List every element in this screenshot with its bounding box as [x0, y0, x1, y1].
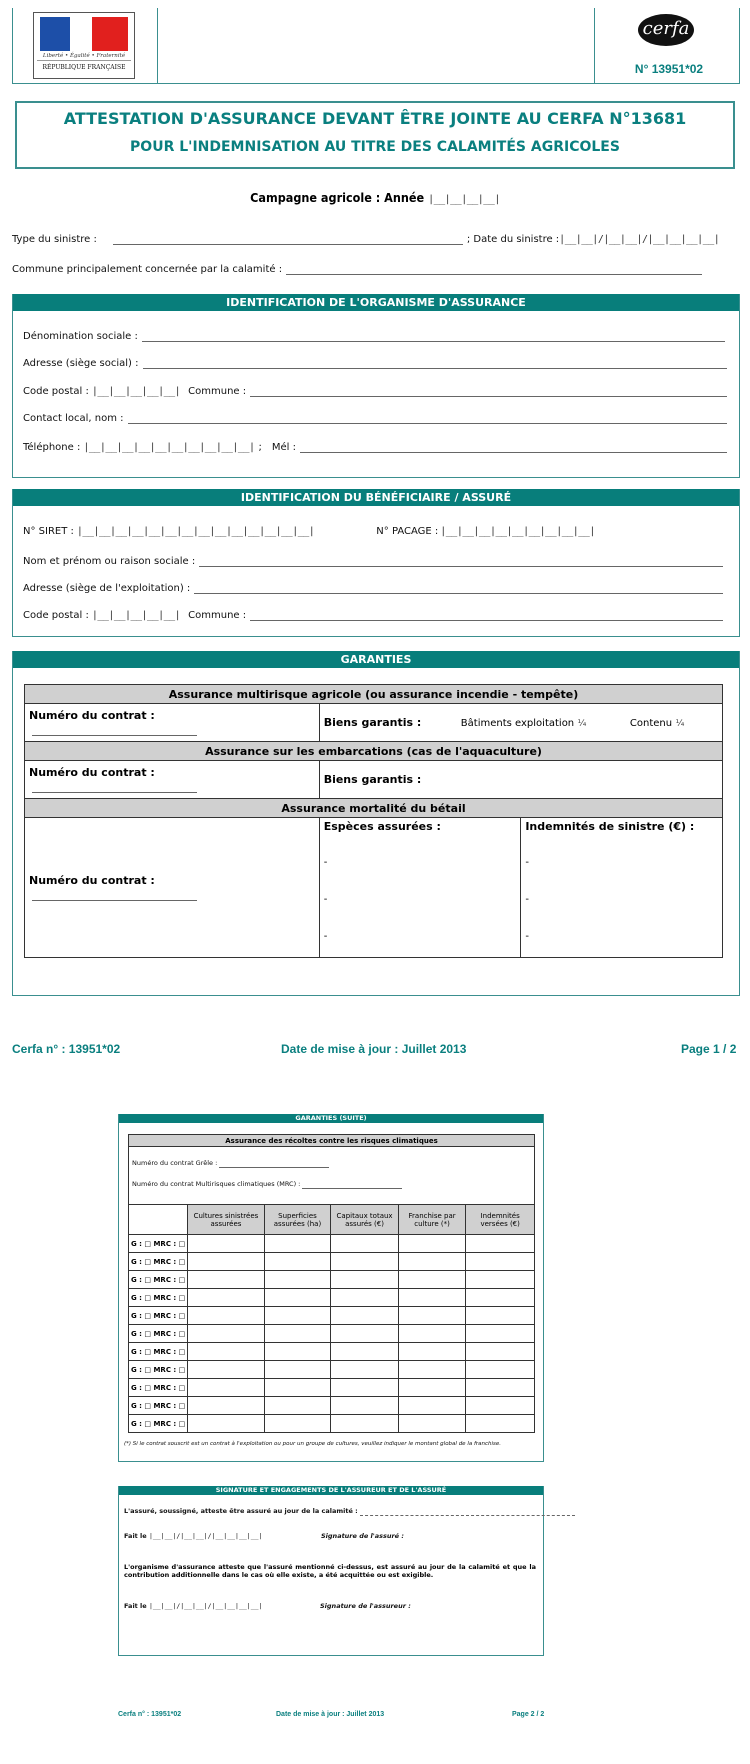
indemnites-entry-1[interactable]: - [525, 857, 529, 868]
recoltes-cell-input[interactable] [188, 1235, 264, 1253]
recoltes-cell-input[interactable] [188, 1397, 264, 1415]
mortalite-contrat-input[interactable] [32, 887, 197, 901]
footer-cerfa: Cerfa n° : 13951*02 [118, 1711, 182, 1718]
recoltes-cell-input[interactable] [466, 1271, 535, 1289]
code-postal-row [23, 610, 723, 621]
recoltes-cell-input[interactable] [188, 1361, 264, 1379]
siret-input[interactable]: |__|__|__|__|__|__|__|__|__|__|__|__|__|__| [76, 526, 315, 537]
multirisque-heading: Assurance multirisque agricole (ou assurance incendie - tempête) [25, 685, 723, 704]
telephone-row [23, 442, 727, 453]
multirisque-biens-cell [319, 704, 722, 742]
commune-input[interactable] [250, 611, 723, 621]
recoltes-cell-input[interactable] [466, 1289, 535, 1307]
type-sinistre-label: Type du sinistre : [12, 234, 97, 245]
recoltes-row [129, 1415, 535, 1433]
contact-input[interactable] [128, 414, 728, 424]
header-divider [157, 8, 158, 84]
code-postal-row [23, 386, 727, 397]
siret-row [23, 526, 723, 537]
row-checkbox-label[interactable]: G : □ MRC : □ [129, 1325, 188, 1343]
section-heading: GARANTIES [13, 651, 739, 668]
section-heading: IDENTIFICATION DE L'ORGANISME D'ASSURANCE [13, 294, 739, 311]
code-postal-input[interactable]: |__|__|__|__|__| [91, 610, 181, 621]
mel-label: Mél : [271, 442, 296, 453]
multirisque-contrat-input[interactable] [32, 722, 197, 736]
garanties-table [24, 684, 723, 958]
row-checkbox-label[interactable]: G : □ MRC : □ [129, 1343, 188, 1361]
especes-entry-3[interactable]: - [323, 931, 328, 942]
section-heading: SIGNATURE ET ENGAGEMENTS DE L'ASSUREUR ET DE L'ASSURÉ [119, 1486, 543, 1495]
form-title-box [15, 101, 735, 169]
adresse-label: Adresse (siège social) : [23, 358, 139, 369]
recoltes-heading: Assurance des récoltes contre les risques climatiques [129, 1135, 534, 1147]
recoltes-cell-input[interactable] [466, 1343, 535, 1361]
code-postal-label: Code postal : [23, 386, 89, 397]
marianne-profile-icon [70, 17, 92, 51]
recoltes-cell-input[interactable] [188, 1379, 264, 1397]
recoltes-cell-input[interactable] [398, 1361, 466, 1379]
recoltes-cell-input[interactable] [466, 1307, 535, 1325]
fait-le-assureur-row [124, 1602, 262, 1610]
recoltes-cell-input[interactable] [466, 1379, 535, 1397]
contact-label: Contact local, nom : [23, 413, 124, 424]
recoltes-cell-input[interactable] [188, 1271, 264, 1289]
recoltes-cell-input[interactable] [331, 1361, 399, 1379]
recoltes-cell-input[interactable] [264, 1271, 331, 1289]
assure-attest-row [124, 1507, 575, 1516]
adresse-exploitation-input[interactable] [194, 584, 723, 594]
logo-motto: Liberté • Égalité • Fraternité [37, 53, 131, 61]
commune-calamite-label: Commune principalement concernée par la calamité : [12, 264, 283, 275]
adresse-exploitation-label: Adresse (siège de l'exploitation) : [23, 583, 191, 594]
recoltes-cell-input[interactable] [398, 1289, 466, 1307]
recoltes-box [128, 1134, 535, 1205]
code-postal-label: Code postal : [23, 610, 89, 621]
recoltes-cell-input[interactable] [331, 1253, 399, 1271]
column-header: Indemnités versées (€) [466, 1205, 535, 1235]
column-header: Cultures sinistrées assurées [188, 1205, 264, 1235]
recoltes-cell-input[interactable] [188, 1325, 264, 1343]
date-sinistre-label: ; Date du sinistre : [466, 234, 560, 245]
mrc-row [132, 1180, 402, 1189]
form-title-line1: ATTESTATION D'ASSURANCE DEVANT ÊTRE JOINTE AU CERFA N°13681 [63, 109, 687, 128]
recoltes-cell-input[interactable] [188, 1343, 264, 1361]
recoltes-cell-input[interactable] [331, 1379, 399, 1397]
multirisque-contrat-cell [25, 704, 320, 742]
fait-le-label: Fait le [124, 1532, 147, 1540]
especes-entry-2[interactable]: - [323, 894, 328, 905]
recoltes-footnote: (*) Si le contrat souscrit est un contrat à l'exploitation ou pour un groupe de cultures, veuillez indiquer le montant global de la franchise. [124, 1441, 502, 1447]
flag-red [92, 17, 128, 51]
indemnites-entry-3[interactable]: - [525, 931, 529, 942]
especes-label: Espèces assurées : [323, 820, 441, 833]
commune-label: Commune : [188, 386, 247, 397]
grele-label: Numéro du contrat Grêle : [132, 1159, 218, 1167]
cerfa-logo: cerfa [638, 14, 694, 46]
recoltes-cell-input[interactable] [264, 1415, 331, 1433]
recoltes-cell-input[interactable] [331, 1271, 399, 1289]
recoltes-cell-input[interactable] [331, 1325, 399, 1343]
recoltes-cell-input[interactable] [188, 1307, 264, 1325]
signature-assureur-label[interactable]: Signature de l'assureur : [320, 1602, 411, 1610]
form-title-line2: POUR L'INDEMNISATION AU TITRE DES CALAMITÉS AGRICOLES [130, 139, 620, 155]
batiments-checkbox[interactable]: ¼ [577, 719, 587, 729]
row-checkbox-label[interactable]: G : □ MRC : □ [129, 1271, 188, 1289]
row-checkbox-label[interactable]: G : □ MRC : □ [129, 1415, 188, 1433]
commune-calamite-row [12, 264, 702, 275]
recoltes-cell-input[interactable] [188, 1415, 264, 1433]
denomination-row [23, 331, 725, 342]
commune-input[interactable] [250, 387, 727, 397]
commune-label: Commune : [188, 610, 247, 621]
republique-francaise-logo [33, 12, 135, 79]
recoltes-cell-input[interactable] [331, 1415, 399, 1433]
row-checkbox-label[interactable]: G : □ MRC : □ [129, 1397, 188, 1415]
recoltes-cell-input[interactable] [264, 1253, 331, 1271]
contact-row [23, 413, 727, 424]
footer-cerfa: Cerfa n° : 13951*02 [12, 1042, 121, 1056]
recoltes-row [129, 1253, 535, 1271]
recoltes-cell-input[interactable] [264, 1379, 331, 1397]
recoltes-cell-input[interactable] [331, 1343, 399, 1361]
indemnites-label: Indemnités de sinistre (€) : [525, 820, 695, 833]
row-checkbox-label[interactable]: G : □ MRC : □ [129, 1379, 188, 1397]
date-sinistre-input[interactable]: |__|__|/|__|__|/|__|__|__|__| [559, 234, 720, 245]
recoltes-row [129, 1235, 535, 1253]
grele-row [132, 1159, 329, 1168]
nom-row [23, 556, 723, 567]
recoltes-cell-input[interactable] [466, 1361, 535, 1379]
especes-cell [319, 818, 521, 958]
footer-page: Page 2 / 2 [512, 1711, 545, 1718]
annee-input[interactable]: |__|__|__|__| [428, 194, 500, 205]
mel-input[interactable] [300, 443, 727, 453]
footer-page: Page 1 / 2 [681, 1042, 737, 1056]
mortalite-contrat-cell [25, 818, 320, 958]
recoltes-cell-input[interactable] [398, 1397, 466, 1415]
recoltes-cell-input[interactable] [466, 1325, 535, 1343]
contrat-label: Numéro du contrat : [29, 766, 155, 779]
recoltes-row [129, 1289, 535, 1307]
embarcations-contrat-input[interactable] [32, 779, 197, 793]
mrc-label: Numéro du contrat Multirisques climatiques (MRC) : [132, 1180, 301, 1188]
biens-label: Biens garantis : [323, 773, 422, 786]
assure-attest-input[interactable] [360, 1507, 575, 1516]
fait-le-assure-input[interactable]: |__|__|/|__|__|/|__|__|__|__| [148, 1532, 263, 1540]
recoltes-row [129, 1343, 535, 1361]
recoltes-cell-input[interactable] [398, 1415, 466, 1433]
indemnites-entry-2[interactable]: - [525, 894, 529, 905]
recoltes-cell-input[interactable] [398, 1379, 466, 1397]
recoltes-cell-input[interactable] [264, 1397, 331, 1415]
grele-input[interactable] [219, 1159, 329, 1168]
recoltes-table [128, 1204, 535, 1433]
nom-input[interactable] [199, 557, 723, 567]
flag-blue [40, 17, 70, 51]
column-header: Franchise par culture (*) [398, 1205, 466, 1235]
row-checkbox-label[interactable]: G : □ MRC : □ [129, 1235, 188, 1253]
row-checkbox-label[interactable]: G : □ MRC : □ [129, 1307, 188, 1325]
recoltes-row [129, 1325, 535, 1343]
recoltes-cell-input[interactable] [264, 1289, 331, 1307]
recoltes-cell-input[interactable] [398, 1325, 466, 1343]
recoltes-cell-input[interactable] [264, 1361, 331, 1379]
embarcations-contrat-cell [25, 761, 320, 799]
contrat-label: Numéro du contrat : [29, 709, 155, 722]
section-heading: IDENTIFICATION DU BÉNÉFICIAIRE / ASSURÉ [13, 489, 739, 506]
recoltes-cell-input[interactable] [264, 1235, 331, 1253]
campagne-label: Campagne agricole : Année [250, 190, 425, 205]
nom-label: Nom et prénom ou raison sociale : [23, 556, 196, 567]
indemnites-cell [521, 818, 723, 958]
recoltes-cell-input[interactable] [398, 1235, 466, 1253]
recoltes-cell-input[interactable] [466, 1235, 535, 1253]
column-header: Superficies assurées (ha) [264, 1205, 331, 1235]
recoltes-cell-input[interactable] [188, 1289, 264, 1307]
header-divider [594, 8, 595, 84]
type-sinistre-row [12, 234, 742, 245]
commune-calamite-input[interactable] [286, 265, 702, 275]
recoltes-row [129, 1379, 535, 1397]
row-checkbox-label[interactable]: G : □ MRC : □ [129, 1289, 188, 1307]
recoltes-cell-input[interactable] [466, 1415, 535, 1433]
type-sinistre-input[interactable] [113, 235, 463, 245]
especes-entry-1[interactable]: - [323, 857, 328, 868]
recoltes-cell-input[interactable] [398, 1253, 466, 1271]
adresse-row [23, 358, 727, 369]
fait-le-assure-row [124, 1532, 262, 1540]
pacage-label: N° PACAGE : [376, 526, 439, 537]
recoltes-row [129, 1271, 535, 1289]
assure-attest-label: L'assuré, soussigné, atteste être assuré au jour de la calamité : [124, 1507, 358, 1515]
recoltes-cell-input[interactable] [264, 1307, 331, 1325]
telephone-input[interactable]: |__|__|__|__|__|__|__|__|__|__| [83, 442, 255, 453]
option-contenu-label: Contenu [629, 718, 673, 729]
recoltes-row [129, 1397, 535, 1415]
column-header: Capitaux totaux assurés (€) [331, 1205, 399, 1235]
fait-le-assureur-input[interactable]: |__|__|/|__|__|/|__|__|__|__| [148, 1602, 263, 1610]
recoltes-row [129, 1361, 535, 1379]
embarcations-heading: Assurance sur les embarcations (cas de l'aquaculture) [25, 742, 723, 761]
recoltes-cell-input[interactable] [331, 1289, 399, 1307]
adresse-exploitation-row [23, 583, 723, 594]
recoltes-cell-input[interactable] [331, 1397, 399, 1415]
option-batiments-label: Bâtiments exploitation [460, 718, 575, 729]
recoltes-cell-input[interactable] [398, 1307, 466, 1325]
mrc-input[interactable] [302, 1180, 402, 1189]
recoltes-cell-input[interactable] [331, 1235, 399, 1253]
cerfa-number: N° 13951*02 [634, 62, 704, 76]
recoltes-row [129, 1307, 535, 1325]
denomination-input[interactable] [142, 332, 725, 342]
logo-name: RÉPUBLIQUE FRANÇAISE [42, 64, 126, 71]
telephone-label: Téléphone : [23, 442, 81, 453]
recoltes-cell-input[interactable] [398, 1271, 466, 1289]
column-header [129, 1205, 188, 1235]
recoltes-cell-input[interactable] [398, 1343, 466, 1361]
signature-assure-label[interactable]: Signature de l'assuré : [321, 1532, 404, 1540]
recoltes-cell-input[interactable] [264, 1325, 331, 1343]
recoltes-cell-input[interactable] [466, 1397, 535, 1415]
footer-date: Date de mise à jour : Juillet 2013 [276, 1711, 385, 1718]
recoltes-header-row [129, 1205, 535, 1235]
section-heading: GARANTIES (SUITE) [119, 1114, 543, 1123]
pacage-input[interactable]: |__|__|__|__|__|__|__|__|__| [440, 526, 595, 537]
code-postal-input[interactable]: |__|__|__|__|__| [91, 386, 181, 397]
biens-label: Biens garantis : [323, 716, 422, 729]
row-checkbox-label[interactable]: G : □ MRC : □ [129, 1361, 188, 1379]
recoltes-cell-input[interactable] [264, 1343, 331, 1361]
campagne-agricole [0, 190, 750, 205]
organisme-attest-text: L'organisme d'assurance atteste que l'assuré mentionné ci-dessus, est assuré au jour de la calamité et que la contribution additionnelle dans le cas où elle existe, a été acquittée ou est exigible. [124, 1563, 536, 1579]
recoltes-cell-input[interactable] [331, 1307, 399, 1325]
row-checkbox-label[interactable]: G : □ MRC : □ [129, 1253, 188, 1271]
denomination-label: Dénomination sociale : [23, 331, 138, 342]
adresse-input[interactable] [143, 359, 728, 369]
footer-date: Date de mise à jour : Juillet 2013 [281, 1042, 467, 1056]
recoltes-cell-input[interactable] [188, 1253, 264, 1271]
separator: ; [258, 442, 262, 453]
contrat-label: Numéro du contrat : [29, 874, 155, 887]
siret-label: N° SIRET : [23, 526, 74, 537]
recoltes-cell-input[interactable] [466, 1253, 535, 1271]
embarcations-biens-cell [319, 761, 722, 799]
contenu-checkbox[interactable]: ¼ [675, 719, 685, 729]
fait-le-label: Fait le [124, 1602, 147, 1610]
mortalite-heading: Assurance mortalité du bétail [25, 799, 723, 818]
